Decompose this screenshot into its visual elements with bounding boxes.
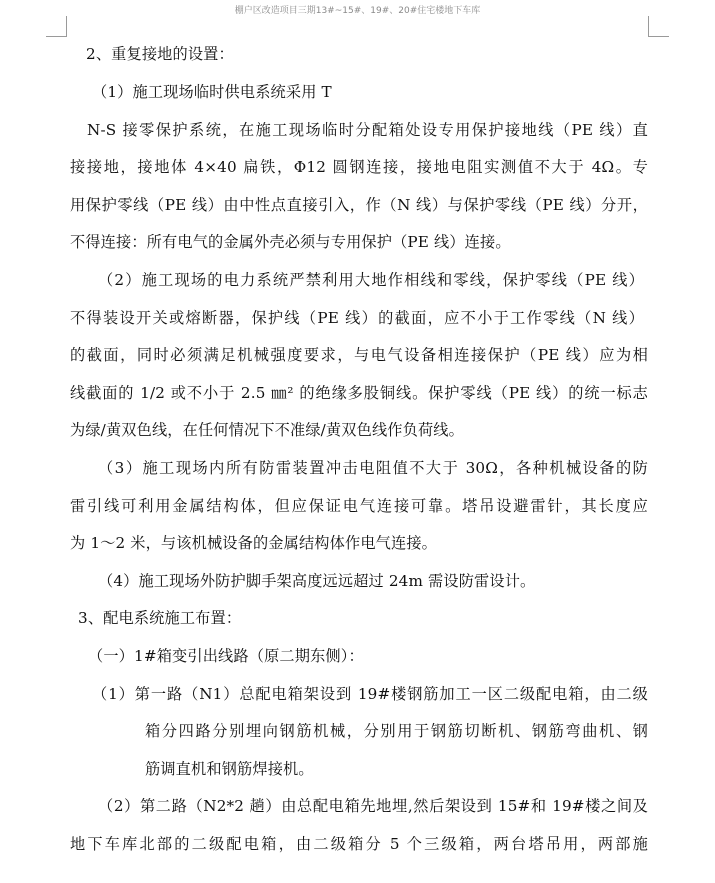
route-1-line-3: 筋调直机和钢筋焊接机。 <box>145 760 314 778</box>
route-1-line-2: 箱分四路分别埋向钢筋机械，分别用于钢筋切断机、钢筋弯曲机、钢 <box>145 722 648 740</box>
right-margin-corner-mark <box>648 16 669 37</box>
paragraph-1-line-4: 用保护零线（PE 线）由中性点直接引入，作（N 线）与保护零线（PE 线）分开， <box>70 196 648 214</box>
paragraph-2-line-4: 线截面的 1/2 或不小于 2.5 ㎜² 的绝缘多股铜线。保护零线（PE 线）的统一标志 <box>70 384 648 402</box>
paragraph-2-line-1: （2）施工现场的电力系统严禁利用大地作相线和零线，保护零线（PE 线） <box>98 271 644 289</box>
paragraph-4-line-1: （4）施工现场外防护脚手架高度远远超过 24m 需设防雷设计。 <box>98 572 536 590</box>
paragraph-3-line-2: 雷引线可利用金属结构体，但应保证电气连接可靠。塔吊设避雷针，其长度应 <box>70 497 648 515</box>
route-2-line-1: （2）第二路（N2*2 趟）由总配电箱先地埋,然后架设到 15#和 19#楼之间及 <box>98 797 648 815</box>
paragraph-2-line-3: 的截面，同时必须满足机械强度要求，与电气设备相连接保护（PE 线）应为相 <box>70 346 648 364</box>
section-heading-distribution: 3、配电系统施工布置： <box>78 609 242 627</box>
paragraph-2-line-5: 为绿/黄双色线，在任何情况下不准绿/黄双色线作负荷线。 <box>70 421 464 439</box>
section-heading-grounding: 2、重复接地的设置： <box>86 45 234 63</box>
route-2-line-2: 地下车库北部的二级配电箱，由二级箱分 5 个三级箱，两台塔吊用，两部施 <box>70 835 648 853</box>
left-margin-corner-mark <box>46 16 67 37</box>
paragraph-1-line-1: （1）施工现场临时供电系统采用 T <box>92 83 332 101</box>
subsection-heading-box1: （一）1#箱变引出线路（原二期东侧）： <box>88 647 364 665</box>
paragraph-1-line-2: N-S 接零保护系统，在施工现场临时分配箱处设专用保护接地线（PE 线）直 <box>87 121 648 139</box>
paragraph-1-line-3: 接接地，接地体 4×40 扁铁，Φ12 圆钢连接，接地电阻实测值不大于 4Ω。专 <box>70 158 648 176</box>
paragraph-3-line-3: 为 1～2 米，与该机械设备的金属结构体作电气连接。 <box>70 534 438 552</box>
paragraph-2-line-2: 不得装设开关或熔断器，保护线（PE 线）的截面，应不小于工作零线（N 线） <box>70 309 644 327</box>
paragraph-3-line-1: （3）施工现场内所有防雷装置冲击电阻值不大于 30Ω，各种机械设备的防 <box>98 459 648 477</box>
route-1-line-1: （1）第一路（N1）总配电箱架设到 19#楼钢筋加工一区二级配电箱，由二级 <box>92 685 648 703</box>
paragraph-1-line-5: 不得连接：所有电气的金属外壳必须与专用保护（PE 线）连接。 <box>70 233 511 251</box>
running-header: 棚户区改造项目三期13#~15#、19#、20#住宅楼地下车库 <box>234 6 481 16</box>
